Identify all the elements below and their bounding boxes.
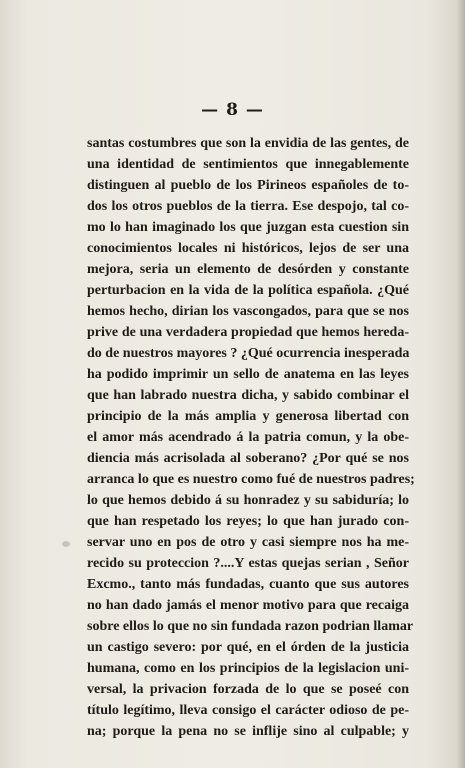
text-line: prive de una verdadera propiedad que hemos hereda- (87, 325, 409, 340)
text-line: arranca lo que es nuestro como fué de nuestros padres; (87, 472, 415, 487)
text-line: una identidad de sentimientos que innegablemente (87, 157, 409, 172)
text-line: mo lo han imaginado los que juzgan esta cuestion sin (87, 220, 409, 235)
text-line: versal, la privacion forzada de lo que se poseé con (87, 682, 409, 697)
text-line: hemos hecho, dirian los vascongados, para que se nos (87, 304, 409, 319)
text-line: sobre ellos lo que no sin fundada razon podrian llamar (87, 619, 414, 634)
text-line: el amor más acendrado á la patria comun, y la obe- (87, 430, 409, 445)
text-line: diencia más acrisolada al soberano? ¿Por qué se nos (87, 451, 409, 466)
text-line: que han respetado los reyes; lo que han jurado con- (87, 514, 409, 529)
text-line: que han labrado nuestra dicha, y sabido combinar el (87, 388, 409, 403)
text-line: humana, como en los principios de la legislacion uni- (87, 661, 409, 676)
page-number: — 8 — (201, 100, 264, 120)
text-line: recido su proteccion ?....Y estas quejas serian , Señor (87, 556, 409, 571)
text-line: do de nuestros mayores ? ¿Qué ocurrencia inesperada (87, 346, 410, 361)
text-line: conocimientos locales ni históricos, lejos de ser una (87, 241, 409, 256)
text-line: mejora, seria un elemento de desórden y constante (87, 262, 409, 277)
text-line: na; porque la pena no se inflije sino al culpable; y (87, 724, 409, 739)
text-line: ha podido imprimir un sello de anatema en las leyes (87, 367, 409, 382)
text-line: no han dado jamás el menor motivo para que recaiga (87, 598, 409, 613)
text-line: un castigo severo: por qué, en el órden de la justicia (87, 640, 409, 655)
text-line: Excmo., tanto más fundadas, cuanto que sus autores (87, 577, 409, 592)
text-line: principio de la más amplia y generosa libertad con (87, 409, 409, 424)
text-line: lo que hemos debido á su honradez y su sabiduría; lo (87, 493, 409, 508)
paper-smudge (62, 541, 70, 547)
text-line: dos los otros pueblos de la tierra. Ese despojo, tal co- (87, 199, 409, 214)
text-line: título legítimo, lleva consigo el carácter odioso de pe- (87, 703, 409, 718)
text-line: distinguen al pueblo de los Pirineos españoles de to- (87, 178, 409, 193)
text-line: santas costumbres que son la envidia de las gentes, de (87, 136, 409, 151)
body-text (87, 133, 415, 742)
text-line: servar uno en pos de otro y casi siempre nos ha me- (87, 535, 409, 550)
text-line: perturbacion en la vida de la política española. ¿Qué (87, 283, 409, 298)
